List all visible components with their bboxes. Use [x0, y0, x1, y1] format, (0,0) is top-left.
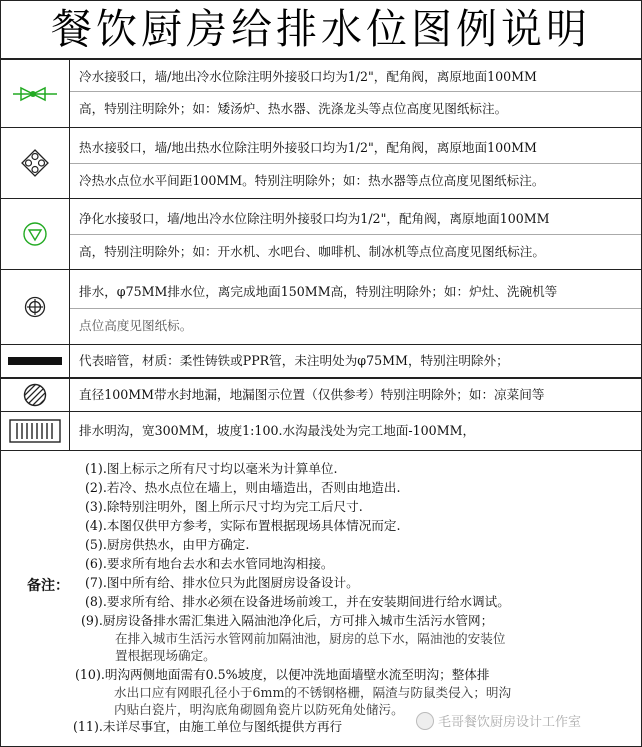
note-item: (3).除特别注明外，图上所示尺寸均为完工后尺寸.: [85, 499, 363, 514]
open-trench-icon: [9, 419, 61, 443]
note-item: (6).要求所有地台去水和去水管同地沟相接。: [85, 556, 334, 571]
legend-row-drain: [1, 270, 641, 345]
legend-icon-cell: [1, 412, 70, 450]
legend-row-purified-water: [1, 199, 641, 270]
legend-text-line: 高，特别注明除外；如：开水机、水吧台、咖啡机、制冰机等点位高度见图纸标注。: [79, 244, 545, 259]
legend-icon-cell: [1, 345, 70, 377]
legend-text-line: 冷热水点位水平间距100MM。特别注明除外；如：热水器等点位高度见图纸标注。: [79, 173, 545, 188]
note-item-continued: 在排入城市生活污水管网前加隔油池，厨房的总下水，隔油池的安装位: [115, 631, 506, 646]
note-item: (11).未详尽事宜，由施工单位与图纸提供方再行: [73, 719, 343, 734]
watermark: [416, 711, 581, 730]
concealed-pipe-icon: [8, 356, 62, 366]
legend-text-line: 排水，φ75MM排水位，离完成地面150MM高，特别注明除外；如：炉灶、洗碗机等: [70, 275, 641, 309]
legend-row-cold-water: [1, 60, 641, 128]
hot-water-valve-icon: [21, 149, 49, 177]
note-item-continued: 内贴白瓷片，明沟底角砌圆角瓷片以防死角处储污。: [114, 702, 404, 717]
legend-row-concealed-pipe: [1, 345, 641, 379]
note-item: (2).若冷、热水点位在墙上，则由墙造出，否则由地造出.: [85, 480, 401, 495]
legend-icon-cell: [1, 270, 70, 344]
legend-text-line: 点位高度见图纸标。: [79, 318, 193, 333]
note-item-continued: 置根据现场确定。: [115, 648, 216, 663]
note-item-continued: 水出口应有网眼孔径小于6mm的不锈钢格栅，隔渣与防鼠类侵入；明沟: [114, 685, 512, 700]
legend-icon-cell: [1, 60, 70, 127]
legend-icon-cell: [1, 128, 70, 198]
note-item: (1).图上标示之所有尺寸均以毫米为计算单位.: [85, 461, 338, 476]
purified-water-icon: [22, 221, 48, 247]
note-item: (5).厨房供热水，由甲方确定.: [85, 537, 250, 552]
cold-water-valve-icon: [13, 84, 57, 104]
floor-drain-icon: [23, 383, 47, 407]
legend-text-line: 排水明沟，宽300MM，坡度1:100.水沟最浅处为完工地面-100MM，: [79, 423, 476, 438]
legend-text-line: 净化水接驳口，墙/地出冷水位除注明外接驳口均为1/2"，配角阀，离原地面100MM: [70, 203, 641, 235]
legend-row-open-trench: [1, 412, 641, 451]
legend-row-floor-drain: [1, 379, 641, 412]
legend-text-line: 热水接驳口，墙/地出热水位除注明外接驳口均为1/2"，配角阀，离原地面100MM: [70, 133, 641, 164]
note-item: (7).图中所有给、排水位只为此图厨房设备设计。: [85, 575, 359, 590]
drain-icon: [24, 296, 46, 318]
note-item: (10).明沟两侧地面需有0.5%坡度，以便冲洗地面墙壁水流至明沟；整体排: [75, 667, 490, 682]
legend-text-line: 直径100MM带水封地漏，地漏图示位置（仅供参考）特别注明除外；如：凉菜间等: [79, 387, 545, 402]
page-title: 餐饮厨房给排水位图例说明: [1, 1, 641, 60]
notes-label: 备注：: [27, 578, 69, 594]
legend-text-line: 高，特别注明除外；如：矮汤炉、热水器、洗涤龙头等点位高度见图纸标注。: [79, 101, 508, 116]
watermark-text: 毛哥餐饮厨房设计工作室: [438, 715, 582, 730]
note-item: (9).厨房设备排水需汇集进入隔油池净化后，方可排入城市生活污水管网；: [81, 613, 494, 628]
legend-icon-cell: [1, 379, 70, 411]
legend-icon-cell: [1, 199, 70, 269]
note-item: (8).要求所有给、排水必须在设备进场前竣工，并在安装期间进行给水调试。: [85, 594, 510, 609]
legend-text-line: 代表暗管，材质：柔性铸铁或PPR管，未注明处为φ75MM，特别注明除外；: [79, 353, 509, 368]
legend-row-hot-water: [1, 128, 641, 199]
note-item: (4).本图仅供甲方参考，实际布置根据现场具体情况而定.: [85, 518, 401, 533]
wechat-logo-icon: [416, 712, 434, 730]
legend-text-line: 冷水接驳口，墙/地出冷水位除注明外接驳口均为1/2"，配角阀，离原地面100MM: [70, 63, 641, 92]
